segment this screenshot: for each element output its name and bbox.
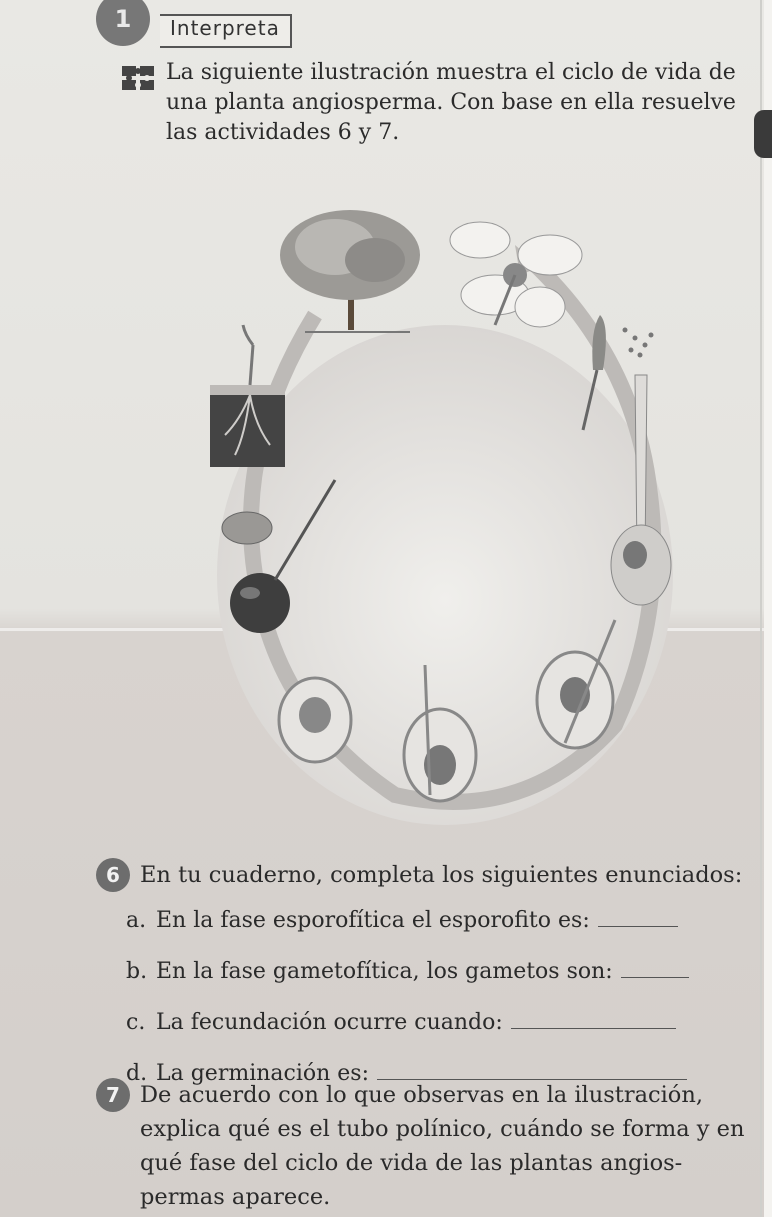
section-label: Interpreta [160, 14, 292, 48]
question-prompt: En tu cuaderno, completa los siguientes enunciados: [140, 862, 743, 888]
page-edge [764, 0, 772, 1217]
pollen-icon [623, 328, 654, 358]
life-cycle-illustration [195, 195, 675, 830]
answer-blank[interactable] [598, 904, 678, 927]
item-letter: a. [126, 908, 147, 933]
seed-icon [222, 512, 272, 544]
item-text: En la fase esporofítica el esporofito es: [156, 908, 590, 933]
intro-text: La siguiente ilustración muestra el ciclo de vida de una planta angiosperma. Con base en ella resuelve las actividades 6 y 7. [166, 60, 736, 145]
item-letter: c. [126, 1010, 146, 1035]
item-letter: b. [126, 959, 148, 984]
answer-blank[interactable] [511, 1006, 676, 1029]
list-item [126, 955, 746, 1006]
item-text: La germinación es: [156, 1061, 370, 1086]
question-number: 6 [96, 858, 130, 892]
item-text: La fecundación ocurre cuando: [156, 1010, 503, 1035]
answer-blank[interactable] [621, 955, 689, 978]
flower-icon [450, 222, 582, 327]
puzzle-icon [120, 62, 158, 94]
list-item [126, 1006, 746, 1057]
page-edge-line [760, 0, 762, 1217]
section-number: 1 [96, 0, 150, 46]
seedling-icon [210, 325, 285, 467]
page-tab [754, 110, 772, 158]
question-prompt: De acuerdo con lo que observas en la ilustración, explica qué es el tubo polínico, cuándo se forma y en qué fase del ciclo de vida de las plantas angios-permas aparece. [140, 1082, 745, 1210]
item-letter: d. [126, 1061, 148, 1086]
item-text: En la fase gametofítica, los gametos son: [156, 959, 613, 984]
answer-blank[interactable] [377, 1057, 687, 1080]
question-number: 7 [96, 1078, 130, 1112]
tree-icon [280, 210, 420, 332]
list-item [126, 904, 746, 955]
